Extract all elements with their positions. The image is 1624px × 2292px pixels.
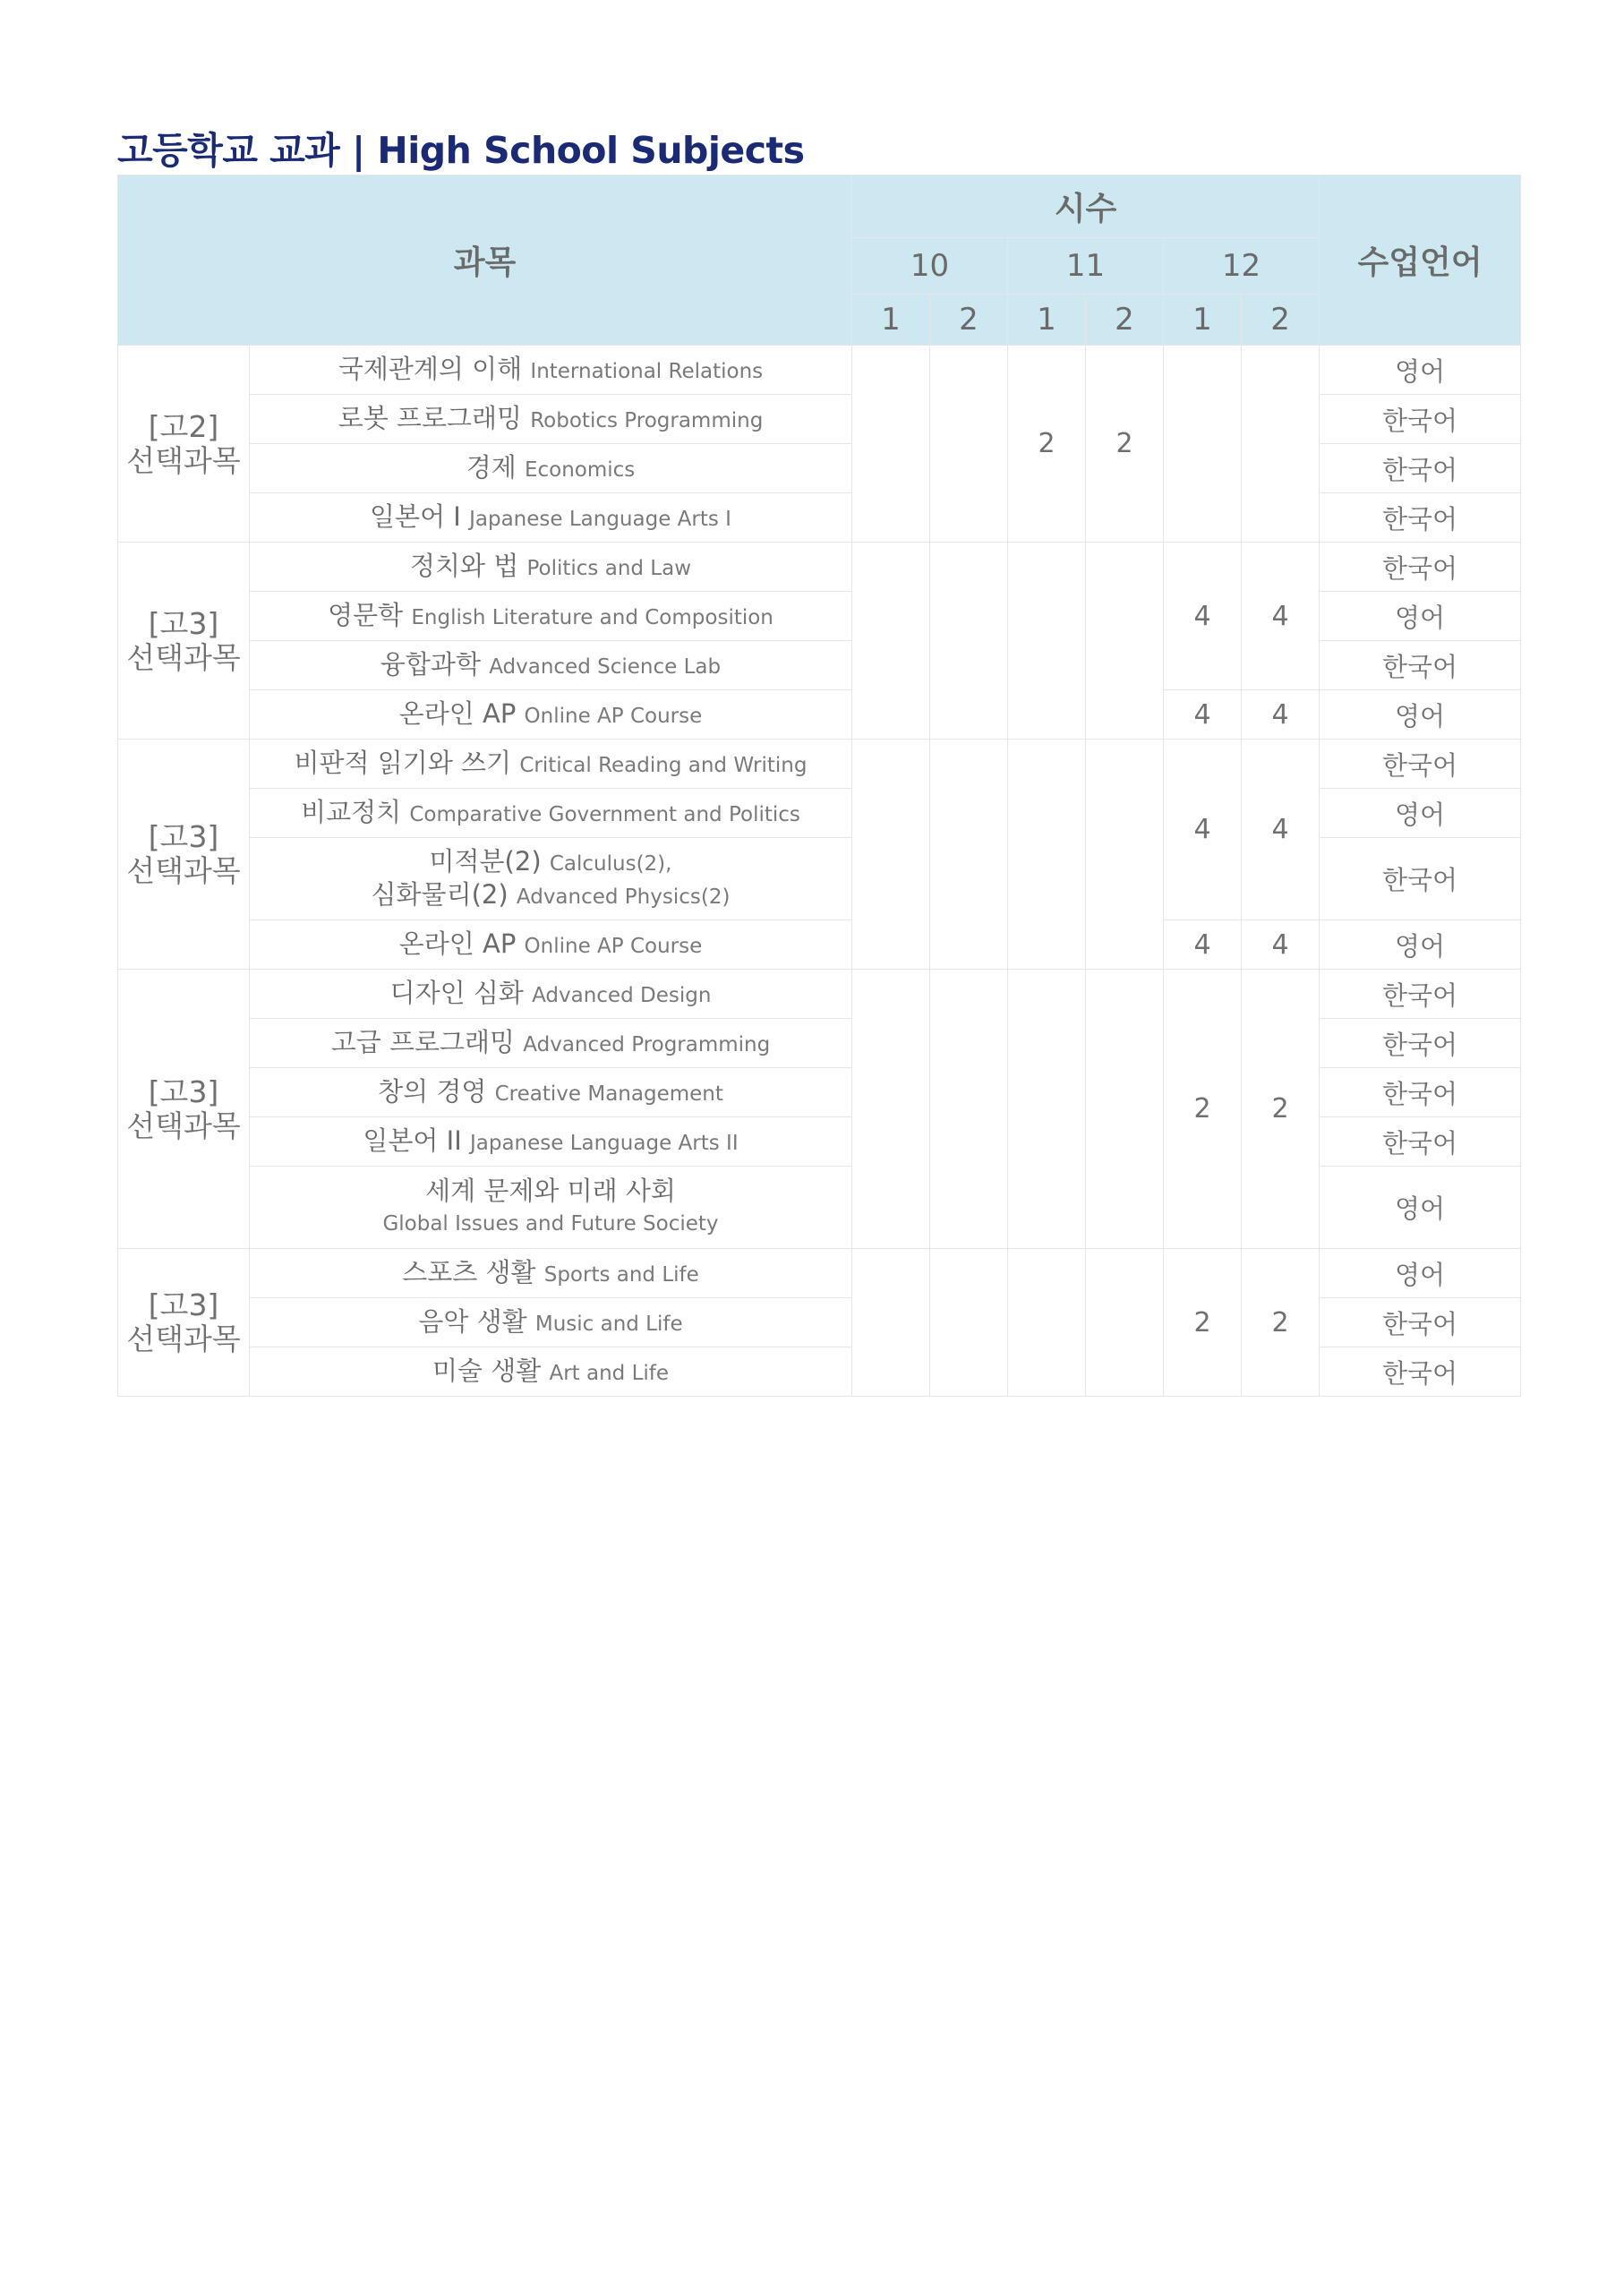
subjects-table: [117, 175, 1521, 1397]
subject-ko: 비교정치: [301, 796, 402, 827]
table-row: [118, 970, 1521, 1019]
table-body: [118, 346, 1521, 1397]
hours-cell: 4: [1164, 740, 1242, 920]
hours-cell: [930, 740, 1008, 970]
language-cell: 영어: [1320, 592, 1521, 641]
subject-en: International Relations: [530, 359, 764, 383]
group-label-text: [고3] 선택과목: [126, 1287, 241, 1356]
language-cell: 영어: [1320, 1167, 1521, 1249]
subject-ko: 로봇 프로그래밍: [338, 402, 523, 433]
subject-cell: [250, 346, 852, 395]
subject-en: Comparative Government and Politics: [409, 802, 800, 826]
hours-cell: [1008, 970, 1086, 1249]
language-cell: 영어: [1320, 789, 1521, 838]
subject-cell: [250, 920, 852, 970]
hours-cell: [1164, 346, 1242, 543]
header-hours: 시수: [852, 175, 1320, 238]
subject-ko: 온라인 AP: [398, 697, 517, 729]
group-label: [118, 346, 250, 543]
subject-ko: 온라인 AP: [398, 928, 517, 959]
hours-cell: 4: [1164, 543, 1242, 690]
header-semester: 1: [1008, 295, 1086, 346]
header-grade-10: 10: [852, 238, 1008, 295]
subject-en: Global Issues and Future Society: [382, 1212, 719, 1236]
language-cell: 영어: [1320, 690, 1521, 740]
subject-ko: 일본어 I: [370, 500, 461, 532]
hours-cell: 4: [1242, 690, 1320, 740]
language-cell: 한국어: [1320, 1298, 1521, 1347]
subject-cell: [250, 789, 852, 838]
subject-cell: [250, 690, 852, 740]
group-label-text: [고3] 선택과목: [126, 1073, 241, 1143]
language-cell: 한국어: [1320, 1347, 1521, 1397]
table-row: [118, 346, 1521, 395]
subject-en: Online AP Course: [524, 934, 703, 958]
language-cell: 영어: [1320, 346, 1521, 395]
subject-cell: [250, 1019, 852, 1068]
page-title: 고등학교 교과 | High School Subjects: [117, 129, 805, 172]
hours-cell: 4: [1242, 920, 1320, 970]
subject-cell: [250, 543, 852, 592]
subject-ko: 일본어 II: [363, 1125, 462, 1156]
hours-cell: 4: [1164, 920, 1242, 970]
group-label: [118, 970, 250, 1249]
table-row: [118, 690, 1521, 740]
hours-cell: 2: [1164, 1249, 1242, 1397]
hours-cell: [1086, 1249, 1164, 1397]
subject-ko: 영문학: [328, 599, 404, 630]
hours-cell: [852, 1249, 930, 1397]
hours-cell: 4: [1164, 690, 1242, 740]
subject-ko: 창의 경영: [378, 1075, 487, 1107]
language-cell: 한국어: [1320, 740, 1521, 789]
hours-cell: 2: [1164, 970, 1242, 1249]
language-cell: 영어: [1320, 920, 1521, 970]
language-cell: 한국어: [1320, 543, 1521, 592]
table-row: [118, 543, 1521, 592]
subject-ko: 세계 문제와 미래 사회: [425, 1176, 676, 1206]
header-grade-11: 11: [1008, 238, 1164, 295]
subject-en: Calculus(2),: [549, 851, 672, 876]
hours-cell: 2: [1242, 970, 1320, 1249]
subject-cell: [250, 838, 852, 920]
subject-en: Art and Life: [549, 1361, 670, 1385]
subject-cell: [250, 641, 852, 690]
hours-cell: [852, 740, 930, 970]
header-subject: 과목: [118, 175, 852, 346]
subject-ko: 융합과학: [380, 648, 481, 680]
hours-cell: [852, 543, 930, 740]
hours-cell: [1242, 346, 1320, 543]
hours-cell: [852, 970, 930, 1249]
group-label-text: [고3] 선택과목: [126, 819, 241, 888]
subject-en: Sports and Life: [543, 1262, 699, 1287]
subject-en: Music and Life: [534, 1312, 683, 1336]
subject-en: Japanese Language Arts I: [469, 507, 731, 531]
subject-cell: [250, 1298, 852, 1347]
subject-en: Politics and Law: [526, 556, 692, 580]
language-cell: 한국어: [1320, 395, 1521, 444]
subject-ko: 고급 프로그래밍: [330, 1026, 516, 1057]
subject-en: Advanced Design: [532, 983, 712, 1007]
hours-cell: [1086, 740, 1164, 970]
language-cell: 한국어: [1320, 641, 1521, 690]
subject-cell: [250, 970, 852, 1019]
header-semester: 1: [852, 295, 930, 346]
subject-ko: 정치와 법: [409, 550, 519, 581]
subject-en: Creative Management: [494, 1082, 723, 1106]
subject-cell: [250, 1068, 852, 1117]
language-cell: 한국어: [1320, 1117, 1521, 1167]
subject-en: Japanese Language Arts II: [469, 1131, 739, 1155]
hours-cell: [930, 543, 1008, 740]
hours-cell: [1008, 543, 1086, 740]
language-cell: 영어: [1320, 1249, 1521, 1298]
group-label: [118, 740, 250, 970]
group-label: [118, 1249, 250, 1397]
subject-en: Online AP Course: [524, 704, 703, 728]
group-label-text: [고2] 선택과목: [126, 408, 241, 478]
hours-cell: 2: [1008, 346, 1086, 543]
header-semester: 2: [1086, 295, 1164, 346]
hours-cell: [1086, 543, 1164, 740]
subject-cell: [250, 1167, 852, 1249]
language-cell: 한국어: [1320, 493, 1521, 543]
subject-en: Critical Reading and Writing: [519, 753, 808, 777]
hours-cell: [930, 346, 1008, 543]
table-header: [118, 175, 1521, 346]
group-label: [118, 543, 250, 740]
hours-cell: 4: [1242, 740, 1320, 920]
table-row: [118, 1249, 1521, 1298]
subject-ko: 디자인 심화: [389, 977, 524, 1008]
subject-ko: 음악 생활: [418, 1305, 527, 1337]
subject-ko: 스포츠 생활: [402, 1256, 536, 1287]
subject-cell: [250, 395, 852, 444]
header-semester: 2: [1242, 295, 1320, 346]
subject-cell: [250, 592, 852, 641]
subject-en: Advanced Science Lab: [489, 654, 722, 679]
language-cell: 한국어: [1320, 1068, 1521, 1117]
subject-cell: [250, 1347, 852, 1397]
subject-ko: 미적분(2): [429, 845, 542, 877]
header-grade-12: 12: [1164, 238, 1320, 295]
header-semester: 1: [1164, 295, 1242, 346]
hours-cell: [1086, 970, 1164, 1249]
subject-cell: [250, 740, 852, 789]
subject-ko: 비판적 읽기와 쓰기: [294, 747, 512, 778]
table-row: [118, 740, 1521, 789]
subject-ko: 심화물리(2): [371, 878, 509, 910]
header-language: 수업언어: [1320, 175, 1521, 346]
hours-cell: [1008, 740, 1086, 970]
language-cell: 한국어: [1320, 1019, 1521, 1068]
hours-cell: [930, 970, 1008, 1249]
subject-en: Robotics Programming: [530, 408, 764, 432]
group-label-text: [고3] 선택과목: [126, 605, 241, 675]
language-cell: 한국어: [1320, 838, 1521, 920]
subject-cell: [250, 1117, 852, 1167]
hours-cell: 4: [1242, 543, 1320, 690]
hours-cell: 2: [1086, 346, 1164, 543]
subject-cell: [250, 493, 852, 543]
subject-ko: 미술 생활: [432, 1355, 542, 1386]
subject-ko: 경제: [466, 451, 517, 483]
table-row: [118, 920, 1521, 970]
subject-en: Advanced Programming: [523, 1032, 771, 1056]
hours-cell: [930, 1249, 1008, 1397]
subject-en: English Literature and Composition: [411, 605, 774, 629]
subject-en: Advanced Physics(2): [516, 885, 731, 909]
subject-cell: [250, 444, 852, 493]
language-cell: 한국어: [1320, 970, 1521, 1019]
subject-en: Economics: [524, 458, 636, 482]
hours-cell: 2: [1242, 1249, 1320, 1397]
hours-cell: [852, 346, 930, 543]
language-cell: 한국어: [1320, 444, 1521, 493]
hours-cell: [1008, 1249, 1086, 1397]
subject-ko: 국제관계의 이해: [338, 353, 523, 384]
subject-cell: [250, 1249, 852, 1298]
header-semester: 2: [930, 295, 1008, 346]
